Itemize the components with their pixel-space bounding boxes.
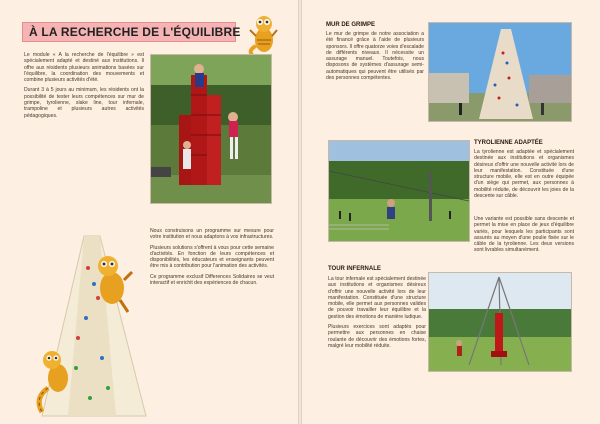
middle-paragraph-1: Nous construisons un programme sur mesure pour votre institution et nous adaptons à vos infrastructures. [150,228,274,241]
climbing-wall-photo [428,22,572,122]
middle-paragraph-2: Plusieurs solutions s'offrent à vous pour cette semaine d'activités. En fonction de leurs compétences et disponibilités, les éducateurs et enseignants peuvent être mis à contribution pour l'animation des activités. [150,244,274,270]
intro-paragraph-2: Durant 3 à 5 jours au minimum, les résidents ont la possibilité de tester leurs compétences sur mur de grimpe, tyrolienne, slake line, tour infernale, trampoline et plusieurs autres activités pédagogiques. [24,87,144,119]
tour-text [328,276,426,353]
mascot-small-illustration [244,10,282,56]
right-page [302,0,600,424]
left-page [0,0,298,424]
mur-heading: MUR DE GRIMPE [326,22,376,28]
intro-text [24,52,144,123]
title-banner [22,22,241,42]
tour-paragraph-2: Plusieurs exercices sont adaptés pour permettre aux personnes en chaise roulante de découvrir des émotions fortes, malgré leur mobilité réduite. [328,324,426,349]
tyrolienne-text-2: Une variante est possible sans descente et permet la mise en place de jeux d'équilibre variés, pour lesquels les participants sont assurés au moyen d'une poulie fixée sur le câble de la tyrolienne. Les deux versions sont livrables simultanément. [474,216,574,254]
tyrolienne-text: La tyrolienne est adaptée et spécialement destinée aux institutions et organismes désireux d'offrir une nouvelle activité lors de leur manifestation. Constituée d'une structure mobile, elle est en outre équipée d'un siège qui permet, aux personnes à mobilité réduite, de découvrir les joies de la descente sur câble. [474,149,574,200]
page-title: À LA RECHERCHE DE L'ÉQUILIBRE [29,25,241,39]
climbing-wall-illustration [28,228,152,418]
tour-paragraph-1: La tour infernale est spécialement destinée aux institutions et organismes désireux d'offrir une nouvelle activité lors de leur manifestation. Constituée d'une structure mobile, elle permet aux personnes valides de pouvoir travailler leur équilibre et la gestion des émotions de manière ludique. [328,276,426,320]
middle-paragraph-3: Ce programme exclusif Differences Solidaires se veut interactif et enrichit des expériences de chacun. [150,273,274,287]
tour-heading: TOUR INFERNALE [328,266,381,272]
tyrolienne-heading: TYROLIENNE ADAPTÉE [474,140,543,146]
tour-infernale-photo [428,272,572,372]
crate-climbing-photo [150,54,272,204]
middle-text [150,228,274,290]
intro-paragraph-1: Le module « A la recherche de l'équilibre » est spécialement adapté et destiné aux institutions. Il offre aux résidents plusieurs animations basées sur l'équilibre, la coordination des mouvements et combine plusieurs activités d'été. [24,52,144,84]
mur-text: Le mur de grimpe de notre association a été financé grâce à l'aide de plusieurs sponsors. Il offre quatorze voies d'escalade de différents niveaux. Il nécessite un assurage manuel. Toutefois, nous disposons de systèmes d'assurage semi-automatiques qui peuvent être utilisés par des personnes compétentes. [326,31,424,82]
